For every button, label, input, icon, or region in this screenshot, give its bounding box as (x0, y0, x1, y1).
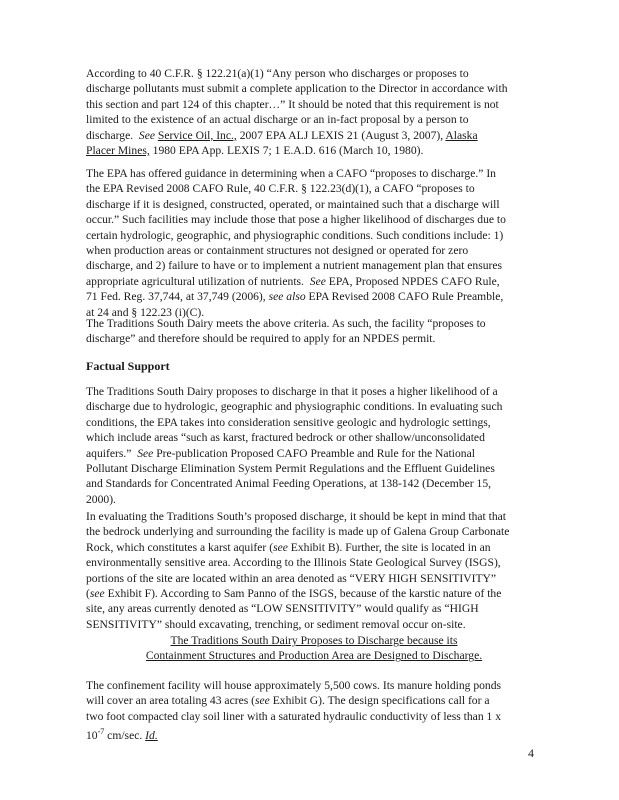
text-line: 2000). (86, 492, 116, 506)
text-line: portions of the site are located within an area denoted as “VERY HIGH SENSITIVITY” (86, 571, 497, 585)
text-line: limited to the existence of an actual discharge or an in-fact proposal by a person to (86, 113, 469, 127)
subsection-heading (86, 633, 542, 664)
case-citation: Alaska (445, 128, 478, 142)
section-heading: Factual Support (86, 359, 170, 373)
text-line: environmentally sensitive area. According to the Illinois State Geological Survey (ISGS), (86, 556, 501, 570)
text-line: Placer Mines, 1980 EPA App. LEXIS 7; 1 E.A.D. 616 (March 10, 1980). (86, 144, 424, 158)
text-line: which include areas “such as karst, fractured bedrock or other shallow/unconsolidated (86, 431, 485, 445)
paragraph-regulation (86, 66, 542, 158)
text-line: discharge, and 2) failure to have or to implement a nutrient management plan that ensures (86, 259, 503, 273)
case-citation: Placer Mines, (86, 144, 150, 158)
text-line: discharge. See Service Oil, Inc., 2007 EPA ALJ LEXIS 21 (August 3, 2007), Alaska (86, 128, 478, 142)
paragraph-epa-guidance (86, 166, 542, 320)
text-line: The confinement facility will house approximately 5,500 cows. Its manure holding ponds (86, 679, 502, 692)
text-line: conditions, the EPA takes into consideration sensitive geologic and hydrologic settings, (86, 415, 491, 429)
text-line: $10^{-7}$ cm/sec. Id. (86, 727, 158, 743)
text-line: appropriate agricultural utilization of nutrients. See EPA, Proposed NPDES CAFO Rule, (86, 274, 500, 288)
text-line: The Traditions South Dairy Proposes to Discharge because its (170, 634, 458, 647)
text-line: Pollutant Discharge Elimination System Permit Regulations and the Effluent Guidelines (86, 462, 495, 476)
text-line: SENSITIVITY” should excavating, trenching, or sediment removal occur on-site. (86, 617, 466, 631)
text-line: will cover an area totaling 43 acres (see Exhibit G). The design specifications call for a (86, 694, 490, 708)
text-line: two foot compacted clay soil liner with a saturated hydraulic conductivity of less than 1 x (86, 709, 502, 723)
paragraph-conclusion (86, 316, 542, 347)
text-line: the EPA Revised 2008 CAFO Rule, 40 C.F.R. § 122.23(d)(1), a CAFO “proposes to (86, 182, 475, 196)
paragraph-bedrock (86, 509, 542, 632)
text-line: discharge” and therefore should be required to apply for an NPDES permit. (86, 332, 436, 346)
text-line: The Traditions South Dairy meets the above criteria. As such, the facility “proposes to (86, 317, 486, 330)
text-line: discharge pollutants must submit a complete application to the Director in accordance with (86, 82, 508, 96)
text-line: In evaluating the Traditions South’s proposed discharge, it should be kept in mind that that (86, 510, 507, 523)
case-citation: Service Oil, Inc., (157, 128, 237, 142)
text-line: The EPA has offered guidance in determining when a CAFO “proposes to discharge.” In (86, 167, 496, 180)
text-line: discharge due to hydrologic, geographic and physiographic conditions. In evaluating such (86, 400, 503, 414)
paragraph-confinement (86, 678, 542, 743)
text-line: 71 Fed. Reg. 37,744, at 37,749 (2006), see also EPA Revised 2008 CAFO Rule Preamble, (86, 290, 504, 304)
text-line: According to 40 C.F.R. § 122.21(a)(1) “Any person who discharges or proposes to (86, 67, 469, 80)
text-line: site, any areas currently denoted as “LOW SENSITIVITY” would qualify as “HIGH (86, 602, 479, 616)
text-line: The Traditions South Dairy proposes to discharge in that it poses a higher likelihood of a (86, 385, 498, 398)
text-line: Rock, which constitutes a karst aquifer (see Exhibit B). Further, the site is located in an (86, 540, 491, 554)
text-line: occur.” Such facilities may include those that pose a higher likelihood of discharges due to (86, 213, 506, 227)
text-line: this section and part 124 of this chapter…” It should be noted that this requirement is not (86, 97, 499, 111)
text-line: discharge if it is designed, constructed, operated, or maintained such that a discharge will (86, 197, 500, 211)
text-line: the bedrock underlying and surrounding the facility is made up of Galena Group Carbonate (86, 525, 510, 539)
text-line: and Standards for Concentrated Animal Feeding Operations, at 138-142 (December 15, (86, 477, 492, 491)
text-line: certain hydrologic, geographic, and physiographic conditions. Such conditions include: 1) (86, 228, 504, 242)
text-line: Containment Structures and Production Area are Designed to Discharge. (145, 649, 483, 663)
page-number: 4 (528, 746, 534, 760)
text-line: aquifers.” See Pre-publication Proposed CAFO Preamble and Rule for the National (86, 446, 475, 460)
text-line: when production areas or containment structures not designed or operated for zero (86, 244, 469, 258)
paragraph-hydrologic (86, 384, 542, 507)
text-line: at 24 and § 122.23 (i)(C). (86, 305, 205, 319)
text-line: (see Exhibit F). According to Sam Panno of the ISGS, because of the karstic nature of the (86, 587, 502, 601)
